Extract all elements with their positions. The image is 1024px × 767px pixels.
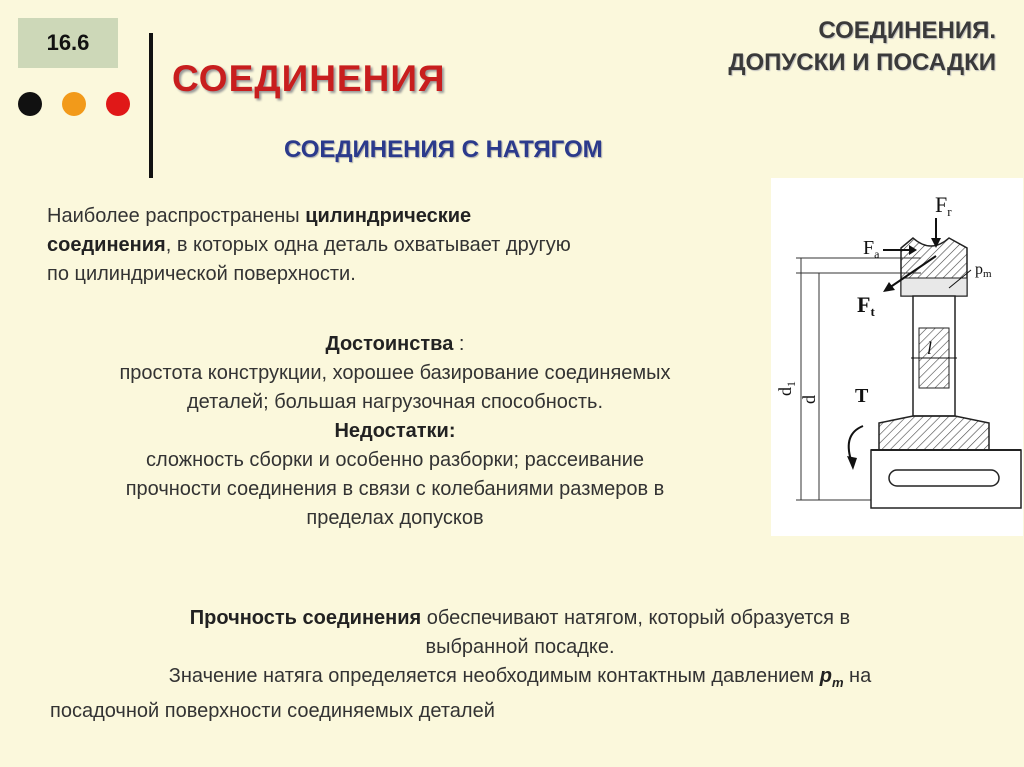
section-heading-line2: ДОПУСКИ И ПОСАДКИ bbox=[728, 49, 996, 76]
disadvantages-text: пределах допусков bbox=[306, 507, 484, 529]
diagram-drawing bbox=[771, 178, 1023, 536]
advantages-text: простота конструкции, хорошее базирование соединяемых bbox=[119, 362, 671, 384]
strength-text: посадочной поверхности соединяемых деталей bbox=[50, 700, 495, 722]
intro-bold: цилиндрические bbox=[305, 205, 472, 227]
decorative-dots bbox=[18, 92, 130, 116]
strength-text: выбранной посадке. bbox=[425, 636, 615, 658]
label-fr: Fr bbox=[935, 192, 952, 219]
strength-bold: Прочность соединения bbox=[189, 607, 422, 629]
advantages-heading: Достоинства bbox=[325, 333, 454, 355]
intro-bold: соединения bbox=[47, 234, 166, 256]
disadvantages-text: сложность сборки и особенно разборки; рассеивание bbox=[145, 449, 645, 471]
page-title: СОЕДИНЕНИЯ bbox=[172, 58, 446, 99]
pros-cons-block bbox=[30, 330, 760, 533]
label-t: T bbox=[855, 385, 869, 407]
page-subtitle: СОЕДИНЕНИЯ С НАТЯГОМ bbox=[284, 136, 603, 163]
strength-text: обеспечивают натягом, который образуется в bbox=[421, 607, 851, 629]
black-dot-icon bbox=[18, 92, 42, 116]
advantages-colon: : bbox=[453, 333, 465, 355]
pm-symbol: p bbox=[819, 665, 832, 687]
label-pm: pm bbox=[975, 261, 992, 280]
intro-text: по цилиндрической поверхности. bbox=[47, 263, 356, 285]
label-d: d bbox=[799, 395, 819, 404]
strength-paragraph bbox=[50, 604, 990, 726]
section-heading-line1: СОЕДИНЕНИЯ. bbox=[818, 17, 996, 44]
red-dot-icon bbox=[106, 92, 130, 116]
intro-text: Наиболее распространены bbox=[47, 205, 306, 227]
rim-contact-zone bbox=[901, 278, 967, 296]
interference-fit-diagram bbox=[771, 178, 1023, 536]
label-ft: Ft bbox=[857, 292, 875, 319]
label-l: l bbox=[927, 338, 933, 358]
label-d1: $d_1$ bbox=[775, 381, 798, 396]
keyway bbox=[889, 470, 999, 486]
orange-dot-icon bbox=[62, 92, 86, 116]
pm-subscript: m bbox=[831, 675, 844, 690]
slide-number-badge bbox=[18, 18, 118, 68]
disadvantages-text: прочности соединения в связи с колебаниями размеров в bbox=[125, 478, 665, 500]
slide-number: 16.6 bbox=[46, 30, 90, 55]
disadvantages-heading: Недостатки: bbox=[334, 420, 456, 442]
torque-arrow bbox=[849, 426, 863, 460]
strength-text: на bbox=[843, 665, 872, 687]
gear-hub bbox=[879, 416, 989, 450]
intro-paragraph bbox=[47, 202, 747, 289]
vertical-divider bbox=[149, 33, 153, 178]
section-heading bbox=[728, 15, 996, 79]
label-fa: $F_a$ bbox=[863, 237, 880, 261]
advantages-text: деталей; большая нагрузочная способность. bbox=[186, 391, 604, 413]
strength-text: Значение натяга определяется необходимым контактным давлением bbox=[168, 665, 820, 687]
intro-text: , в которых одна деталь охватывает другую bbox=[165, 234, 571, 256]
